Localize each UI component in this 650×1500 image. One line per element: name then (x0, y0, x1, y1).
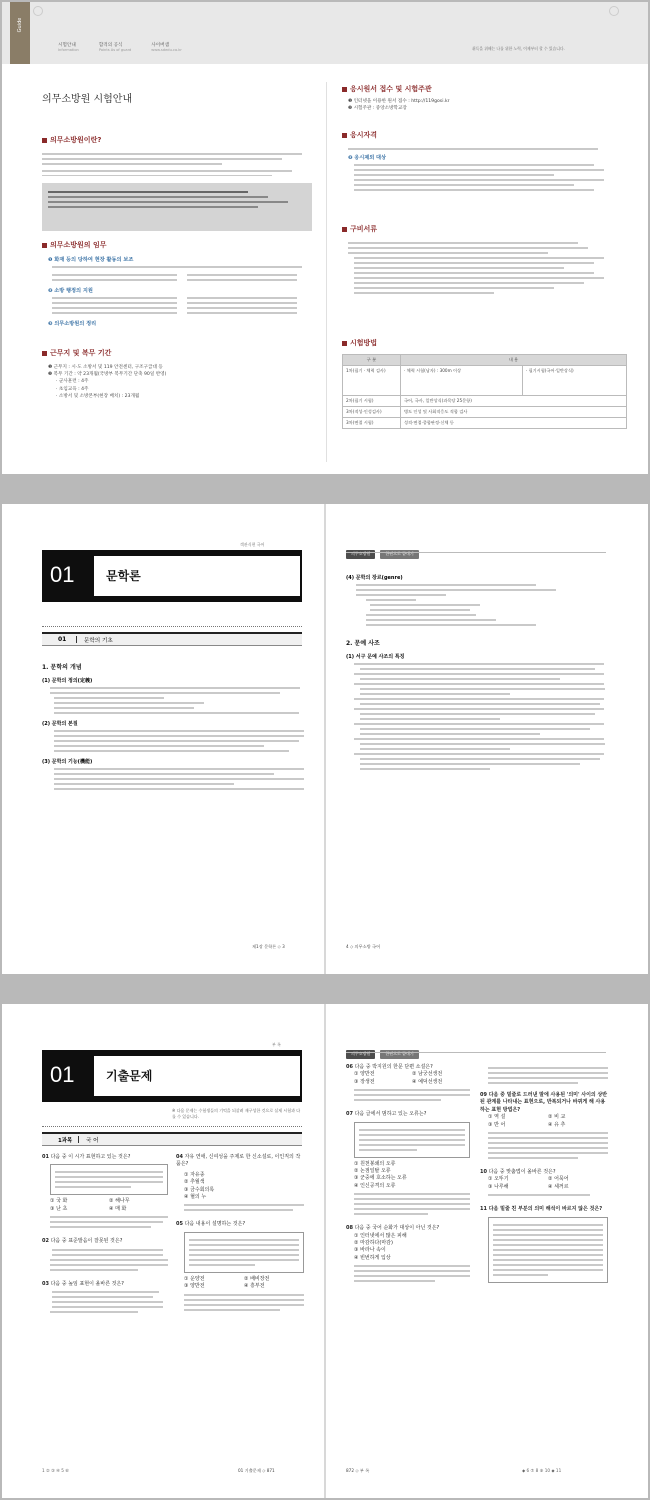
chapter-title: 기출문제 (106, 1069, 153, 1083)
section-what: 의무소방원이란? (42, 135, 312, 231)
right-page-header (346, 1040, 419, 1059)
guide-page (2, 2, 648, 474)
left-questions-col1: 01 다음 중 이 시가 표현하고 있는 것은? ① 국 화 ② 해나무 ③ 난 초 ④ 매 화 02 다음 중 표준발음이 잘못된 것은? 03 다음 중 높임 표현이 올바른 것은? (42, 1154, 168, 1316)
subject-dots (42, 1126, 302, 1127)
chapter-title: 문학론 (106, 569, 141, 583)
subject-bar (42, 1132, 302, 1146)
section-title: 문학의 기초 (84, 638, 113, 644)
section-duty: 의무소방원의 임무 ❶ 화재 등의 당하여 현장 활동의 보조 ❷ 소방 행정의 지원 ❸ 의무소방원의 정리 (42, 240, 322, 327)
exam-method-table (342, 354, 627, 429)
question-5-passage (184, 1232, 304, 1273)
section-square-icon (342, 227, 347, 232)
question-11: 11 다음 밑줄 친 부분의 의미 해석이 바르지 않은 것은? (480, 1206, 603, 1213)
right-questions-col2: 09 다음 중 밑줄로 드러낸 말에 사용된 '의미' 사이의 상반된 관계를 나타내는 표현으로, 반복되거나 바뀌게 해 사용하는 표현 방법은? ① 역 설 ② 비 교 ③ 반 어 ④ 유 추 10 다음 중 맞춤법이 올바른 것은? ① 오뚜기 ② 어묵어 ③ 나루해 ④ 셰꺼르 11 다음 밑줄 친 부분의 의미 해석이 바르지 않은 것은? (480, 1064, 608, 1286)
page-title: 의무소방원 시험안내 (42, 94, 133, 105)
section-bar (42, 632, 302, 646)
chapter-banner (42, 1050, 302, 1102)
question-1: 01 다음 중 이 시가 표현하고 있는 것은? (42, 1154, 131, 1160)
question-9: 09 다음 중 밑줄로 드러낸 말에 사용된 '의미' 사이의 상반된 관계를 나타내는 표현으로, 반복되거나 바뀌게 해 사용하는 표현 방법은? (480, 1092, 608, 1113)
right-page-footer: 4 ◇ 의무소방 국어 (346, 944, 381, 949)
table-row: 3차(적성·인성검사) 병도 인성 및 사회적응도 적합 검사 (343, 407, 627, 418)
table-row: 2차(필기 시험) 국어, 국사, 일반상식(과목당 25문항) (343, 396, 627, 407)
section-period: 근무지 및 복무 기간 ❶ 근무지 : 시·도 소방서 및 119 안전센터, 구조구급대 등 ❷ 복무 기간 : 약 23개월(국방부 복무기간 단축 90일 반영) · 군사훈련 : 4주 · 초임교육 : 4주 · 소방서 및 소방본부(현장 배치) : 23개월 (42, 348, 322, 400)
chapter-number: 01 (50, 1062, 75, 1087)
subheading-genre: (4) 문학의 장르(genre) (346, 575, 403, 581)
center-divider (326, 82, 327, 462)
top-tabs (58, 42, 278, 52)
question-10: 10 다음 중 맞춤법이 올바른 것은? (480, 1169, 556, 1176)
binding-hole-left (33, 6, 43, 16)
top-right-note: 취득을 위해는 나를 위한 노력, 이제부터 할 수 있습니다. (472, 46, 565, 51)
appendix-tag: 부 록 (272, 1042, 281, 1047)
question-2: 02 다음 중 표준발음이 잘못된 것은? (42, 1238, 123, 1245)
section-qual: 응시자격 ❷ 응시제외 대상 (342, 130, 622, 194)
top-tab-info: 시험안내 Information (58, 43, 79, 52)
question-7-passage (354, 1122, 470, 1158)
subject-bar-divider (78, 1136, 79, 1143)
spine-divider (324, 504, 326, 974)
section-dots (42, 626, 302, 627)
section-apply: 응시원서 접수 및 시험주관 ❶ 인터넷을 이용한 원서 접수 : http://119gosi.kr ❷ 시험주관 : 중앙소방학교장 (342, 84, 622, 112)
question-11-passage (488, 1217, 608, 1283)
right-body (346, 574, 608, 773)
chapter-number: 01 (50, 562, 75, 587)
question-6: 06 다음 중 박지원의 한문 단편 소설은? (346, 1064, 433, 1070)
left-answer-strip: 1 ② ③ ④ 5 ⑥ (42, 1468, 69, 1473)
info-box (42, 183, 312, 231)
top-band (2, 2, 648, 64)
right-page-header (346, 540, 419, 559)
section-square-icon (42, 243, 47, 248)
binding-hole-right (609, 6, 619, 16)
section-number: 01 (58, 636, 67, 643)
header-tag-book: 한권으로 끝내기 (380, 1050, 418, 1059)
top-tab-site: 사이버샘 www.sdedu.co.kr (151, 43, 182, 52)
left-page-footer: 제1장 문학론 ◇ 3 (252, 944, 285, 949)
question-4: 04 자유 연애, 신여성을 주제로 한 신소설로, 이인직의 작품은? (176, 1154, 301, 1168)
exam-spread (2, 1004, 648, 1498)
right-questions-col1: 06 다음 중 박지원의 한문 단편 소설은? ① 양반전 ② 남궁선생전 ③ 장생전 ④ 예덕선생전 07 다음 글에서 범하고 있는 오류는? ① 원천봉쇄의 오류 ② 논점일탈 오류 ③ 군중에 호소하는 오류 ④ 인신공격의 오류 08 다음 중 국어 순화가 대상이 아닌 것은? ① 인터넷에서 많은 피해 ② 마감하다(마감) ③ 바라나 속이 ④ 빈번하게 입상 (346, 1064, 470, 1285)
section-square-icon (342, 133, 347, 138)
section-square-icon (342, 87, 347, 92)
question-8: 08 다음 중 국어 순화가 대상이 아닌 것은? (346, 1225, 440, 1232)
heading-trend: 2. 문예 사조 (346, 640, 380, 647)
section-square-icon (42, 138, 47, 143)
exam-note: ※ 다음 문제는 수험생들의 기억을 되살려 재구성한 것으로 실제 시험과 다를 수 있습니다. (172, 1108, 301, 1119)
right-header-rule (346, 1052, 606, 1053)
subheading-essence: (2) 문학의 본질 (42, 721, 78, 727)
left-questions-col2: 04 자유 연애, 신여성을 주제로 한 신소설로, 이인직의 작품은? ① 자유종 ② 추월색 ③ 금수회의록 ④ 혈의 누 05 다음 내용이 설명하는 것은? ① 운양전 ② 배비장전 ③ 양반전 ④ 흥부전 (176, 1154, 304, 1314)
chapter-title-box (94, 556, 300, 596)
left-page-header-tag: 객관식편 국어 (240, 542, 265, 547)
question-3: 03 다음 중 높임 표현이 올바른 것은? (42, 1280, 124, 1287)
section-method: 시험방법 구 분 내 용 1차(필기 · 체력 검사) · 체력 시험(남자) : 300m 이상 · 필기시험(국어·일반상식) 2차(필기 시험) 국어, 국사, 일반상식(과목당 25문항) 3차(적성·인성검사) 병도 인성 및 사회적응도 적합 검사 3차(면접 시험) 성격·면접·종합판정·신체 등 (342, 338, 627, 429)
section-square-icon (42, 351, 47, 356)
header-tag-series: 의무소방원 (346, 1050, 375, 1059)
guide-side-tab-label: Guide (17, 17, 23, 33)
header-tag-book: 한권으로 끝내기 (380, 550, 418, 559)
subheading-function: (3) 문학의 기능(機能) (42, 759, 93, 765)
left-page-footer: 01 기출문제 ◇ 871 (238, 1468, 275, 1473)
subject-number: 1과목 (58, 1138, 73, 1144)
top-tab-points: 합격의 공식 Points As of guard (98, 43, 132, 52)
subheading-definition: (1) 문학의 정의(定義) (42, 678, 93, 684)
chapter-title-box (94, 1056, 300, 1096)
textbook-spread (2, 504, 648, 974)
header-tag-series: 의무소방원 (346, 550, 375, 559)
right-page-footer: 872 ◇ 부 록 (346, 1468, 370, 1473)
right-answer-strip: ◆ 6 ⑦ 8 ⑨ 10 ◆ 11 (522, 1468, 562, 1473)
left-body (42, 662, 302, 793)
subheading-western: (1) 서구 문예 사조의 특징 (346, 654, 405, 660)
table-header-row: 구 분 내 용 (343, 355, 627, 366)
question-5: 05 다음 내용이 설명하는 것은? (176, 1221, 246, 1228)
section-docs: 구비서류 (342, 224, 622, 297)
subject-title: 국 어 (86, 1138, 99, 1144)
right-header-rule (346, 552, 606, 553)
section-bar-divider (76, 636, 77, 643)
spine-divider (324, 1004, 326, 1498)
question-7: 07 다음 글에서 범하고 있는 오류는? (346, 1111, 427, 1118)
section-square-icon (342, 341, 347, 346)
table-row: 3차(면접 시험) 성격·면접·종합판정·신체 등 (343, 418, 627, 429)
table-row: 1차(필기 · 체력 검사) · 체력 시험(남자) : 300m 이상 · 필기시험(국어·일반상식) (343, 366, 627, 396)
question-1-passage (50, 1164, 168, 1195)
chapter-banner (42, 550, 302, 602)
heading-concept: 1. 문학의 개념 (42, 664, 82, 671)
